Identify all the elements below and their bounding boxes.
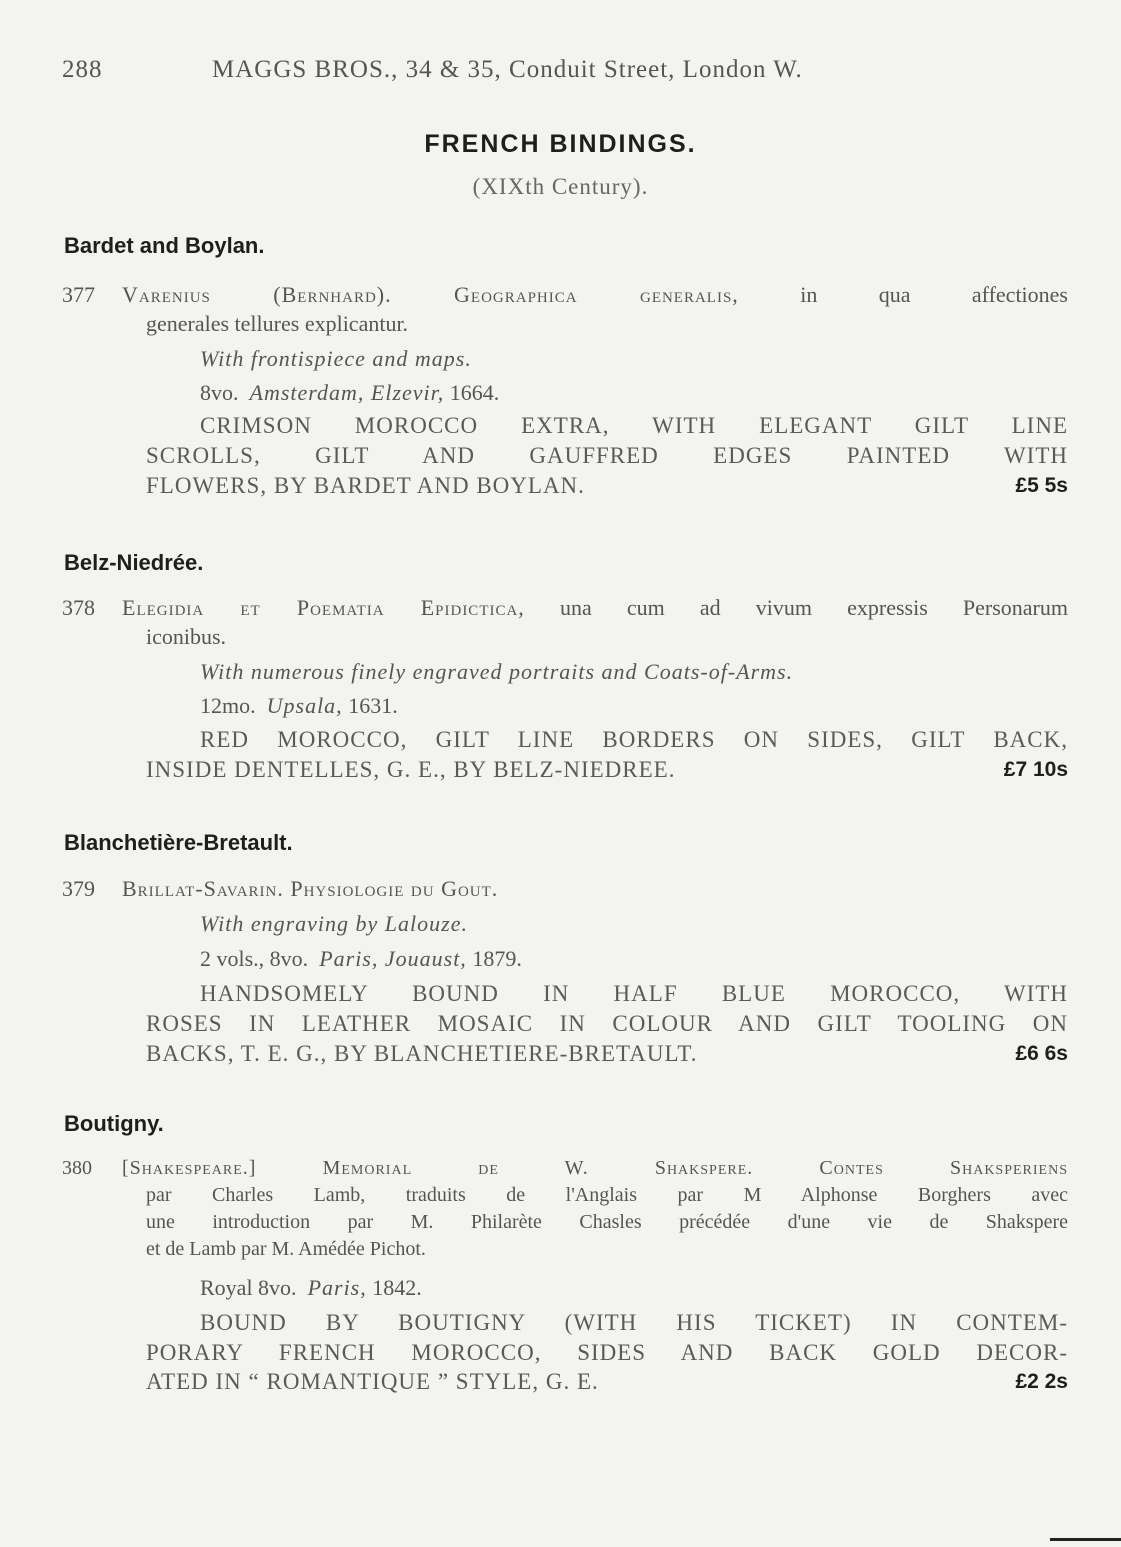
lot-description-line: une introduction par M. Philarète Chasles précédée d'une vie de Shakspere bbox=[146, 1211, 1068, 1233]
lot-number: 380 bbox=[62, 1157, 92, 1179]
lot-price: £5 5s bbox=[1015, 474, 1068, 497]
binding-line: FLOWERS, BY BARDET AND BOYLAN. bbox=[146, 473, 585, 498]
binding-line: SCROLLS, GILT AND GAUFFRED EDGES PAINTED WITH bbox=[146, 443, 1068, 468]
binding-line: HANDSOMELY BOUND IN HALF BLUE MOROCCO, WITH bbox=[200, 981, 1068, 1006]
lot-description-line: par Charles Lamb, traduits de l'Anglais par M Alphonse Borghers avec bbox=[146, 1184, 1068, 1206]
lot-number: 378 bbox=[62, 595, 95, 620]
binding-line: BACKS, T. E. G., BY BLANCHETIERE-BRETAULT. bbox=[146, 1041, 698, 1066]
lot-note: With numerous finely engraved portraits and Coats-of-Arms. bbox=[200, 659, 794, 684]
lot-title: Elegidia et Poematia Epidictica, bbox=[122, 595, 525, 620]
binder-heading: Boutigny. bbox=[64, 1111, 164, 1136]
lot-place-publisher: Amsterdam, Elzevir, bbox=[249, 380, 445, 405]
lot-imprint bbox=[200, 690, 1068, 721]
binding-line: RED MOROCCO, GILT LINE BORDERS ON SIDES, GILT BACK, bbox=[200, 727, 1068, 752]
lot-title-rest: in qua affectiones bbox=[738, 282, 1068, 307]
lot-line bbox=[62, 592, 1068, 623]
lot-year: 1879. bbox=[472, 946, 522, 971]
lot-format: 8vo. bbox=[200, 380, 239, 405]
binder-heading: Blanchetière-Bretault. bbox=[64, 830, 293, 855]
lot-price: £6 6s bbox=[1015, 1042, 1068, 1065]
binder-heading: Belz-Niedrée. bbox=[64, 550, 204, 575]
lot-line bbox=[62, 279, 1068, 310]
page-title: FRENCH BINDINGS. bbox=[424, 130, 697, 158]
lot-place-publisher: Paris, bbox=[307, 1275, 367, 1300]
lot-place-publisher: Upsala, bbox=[266, 693, 343, 718]
lot-number: 379 bbox=[62, 876, 95, 901]
lot-title: Varenius (Bernhard). Geographica generalis, bbox=[122, 282, 739, 307]
lot-title-continued: generales tellures explicantur. bbox=[146, 311, 409, 336]
lot-format: 12mo. bbox=[200, 693, 256, 718]
lot-line bbox=[62, 873, 1068, 904]
lot-title-rest: una cum ad vivum expressis Personarum bbox=[524, 595, 1068, 620]
lot-number: 377 bbox=[62, 282, 95, 307]
lot-year: 1664. bbox=[449, 380, 500, 405]
lot-title-continued: iconibus. bbox=[146, 624, 227, 649]
lot-format: 2 vols., 8vo. bbox=[200, 946, 309, 971]
lot-format: Royal 8vo. bbox=[200, 1275, 297, 1300]
binding-line: BOUND BY BOUTIGNY (WITH HIS TICKET) IN CONTEM- bbox=[200, 1310, 1068, 1335]
page-edge-rule bbox=[1050, 1538, 1121, 1541]
lot-imprint bbox=[200, 377, 1068, 408]
lot-description-line: et de Lamb par M. Amédée Pichot. bbox=[146, 1238, 426, 1260]
lot-title: Brillat-Savarin. Physiologie du Gout. bbox=[122, 876, 499, 901]
lot-note: With engraving by Lalouze. bbox=[200, 911, 468, 936]
binding-line: ROSES IN LEATHER MOSAIC IN COLOUR AND GILT TOOLING ON bbox=[146, 1011, 1068, 1036]
lot-title: [Shakespeare.] Memorial de W. Shakspere. Contes Shaksperiens bbox=[122, 1157, 1068, 1179]
page-number: 288 bbox=[62, 56, 103, 83]
running-head bbox=[62, 56, 932, 84]
binding-line: PORARY FRENCH MOROCCO, SIDES AND BACK GOLD DECOR- bbox=[146, 1340, 1068, 1365]
lot-imprint bbox=[200, 943, 1068, 974]
binding-line: ATED IN “ ROMANTIQUE ” STYLE, G. E. bbox=[146, 1369, 599, 1394]
binding-line: INSIDE DENTELLES, G. E., BY BELZ-NIEDREE. bbox=[146, 757, 676, 782]
binding-line: CRIMSON MOROCCO EXTRA, WITH ELEGANT GILT LINE bbox=[200, 413, 1068, 438]
lot-price: £7 10s bbox=[1003, 758, 1068, 781]
binder-heading: Bardet and Boylan. bbox=[64, 233, 265, 258]
lot-place-publisher: Paris, Jouaust, bbox=[319, 946, 467, 971]
lot-year: 1631. bbox=[348, 693, 398, 718]
lot-imprint bbox=[200, 1272, 1068, 1303]
lot-year: 1842. bbox=[372, 1275, 422, 1300]
publisher-address: MAGGS BROS., 34 & 35, Conduit Street, London W. bbox=[212, 56, 803, 83]
page-subtitle: (XIXth Century). bbox=[472, 174, 649, 199]
lot-price: £2 2s bbox=[1015, 1370, 1068, 1393]
lot-note: With frontispiece and maps. bbox=[200, 346, 472, 371]
